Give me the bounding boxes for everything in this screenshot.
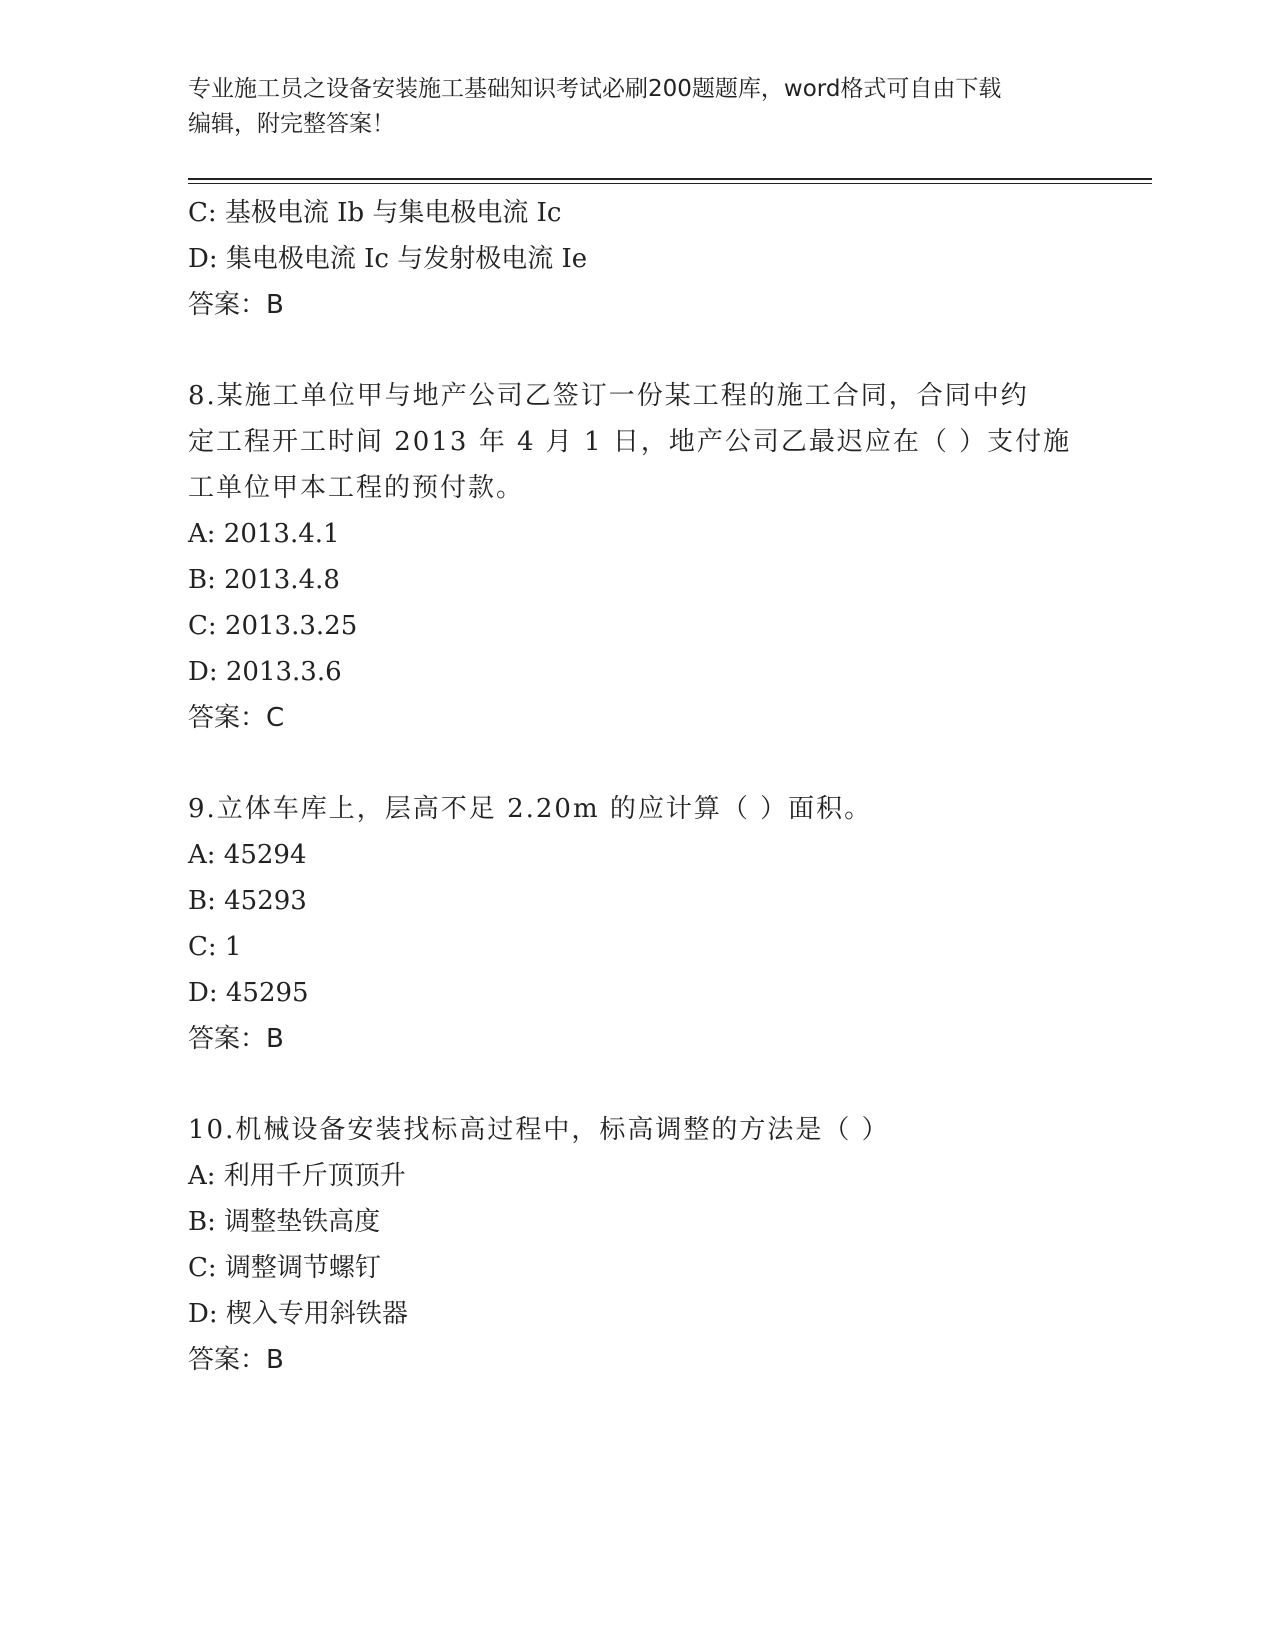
question-spacer: [188, 1062, 1068, 1107]
header-divider-thick: [188, 178, 1152, 180]
header-divider: [188, 178, 1152, 184]
answer-line: 答案：B: [188, 1345, 284, 1375]
option-b: B: 调整垫铁高度: [188, 1207, 381, 1237]
option-d: D: 45295: [188, 978, 309, 1008]
option-a: A: 2013.4.1: [188, 519, 340, 549]
question-7-continued: [188, 190, 1068, 328]
option-a: A: 45294: [188, 840, 307, 870]
header-title-line-2: 编辑，附完整答案！: [188, 111, 395, 137]
option-c: C: 调整调节螺钉: [188, 1253, 381, 1283]
question-spacer: [188, 741, 1068, 786]
page-header: [188, 72, 1068, 142]
option-d: D: 2013.3.6: [188, 657, 342, 687]
option-c: C: 基极电流 Ib 与集电极电流 Ic: [188, 198, 562, 228]
answer-line: 答案：B: [188, 290, 284, 320]
header-title-line-1: 专业施工员之设备安装施工基础知识考试必刷200题题库，word格式可自由下载: [188, 76, 1002, 102]
header-divider-thin: [188, 183, 1152, 184]
question-spacer: [188, 328, 1068, 373]
option-c: C: 1: [188, 932, 242, 962]
option-c: C: 2013.3.25: [188, 611, 358, 641]
question-stem-line: 定工程开工时间 2013 年 4 月 1 日，地产公司乙最迟应在（ ）支付施: [188, 427, 1072, 457]
answer-line: 答案：C: [188, 703, 285, 733]
question-stem-line: 10.机械设备安装找标高过程中，标高调整的方法是（ ）: [188, 1115, 890, 1145]
option-b: B: 2013.4.8: [188, 565, 340, 595]
question-8: [188, 373, 1072, 741]
option-d: D: 集电极电流 Ic 与发射极电流 Ie: [188, 244, 588, 274]
option-b: B: 45293: [188, 886, 307, 916]
question-content: [188, 190, 1072, 1383]
question-stem-line: 工单位甲本工程的预付款。: [188, 473, 525, 503]
question-stem-line: 8.某施工单位甲与地产公司乙签订一份某工程的施工合同，合同中约: [188, 381, 1029, 411]
question-10: [188, 1107, 1068, 1383]
question-9: [188, 786, 1068, 1062]
question-stem-line: 9.立体车库上，层高不足 2.20m 的应计算（ ）面积。: [188, 794, 873, 824]
option-d: D: 楔入专用斜铁器: [188, 1299, 408, 1329]
answer-line: 答案：B: [188, 1024, 284, 1054]
option-a: A: 利用千斤顶顶升: [188, 1161, 406, 1191]
